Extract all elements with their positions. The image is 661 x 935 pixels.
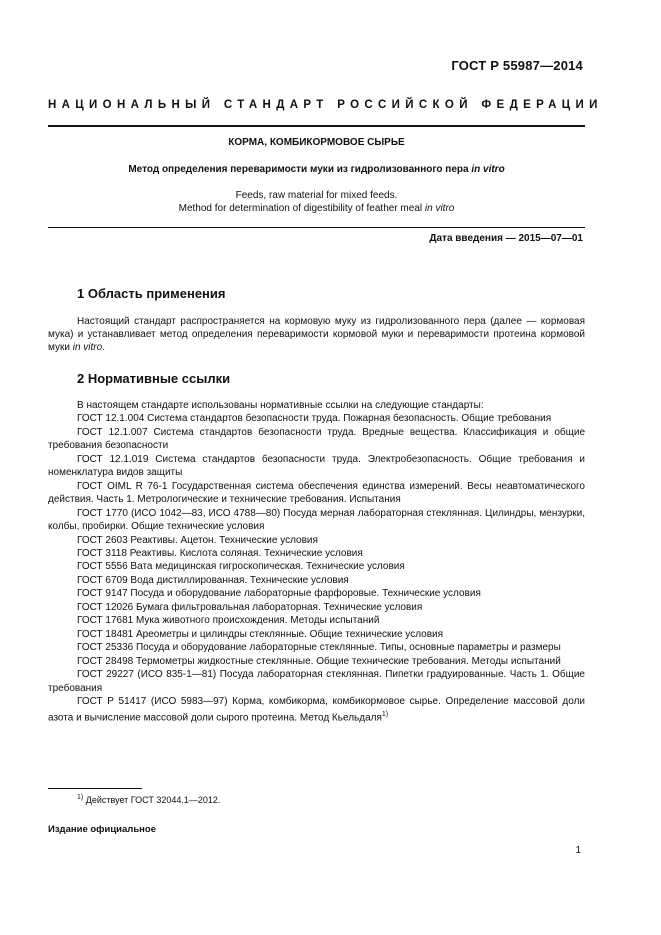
reference-item-last [48,695,585,725]
reference-item: ГОСТ 12.1.004 Система стандартов безопасности труда. Пожарная безопасность. Общие требования [77,413,552,425]
reference-item: ГОСТ 3118 Реактивы. Кислота соляная. Технические условия [77,547,363,559]
english-title-line1: Feeds, raw material for mixed feeds. [235,190,398,201]
english-title-line2 [48,202,585,215]
page-number: 1 [575,845,581,856]
last-reference-text: ГОСТ Р 51417 (ИСО 5983—97) Корма, комбикорма, комбикормовое сырье. Определение массовой доли азота и вычисление массовой доли сырого протеина. Метод Кьельдаля [48,695,585,724]
reference-item: ГОСТ OIML R 76-1 Государственная система обеспечения единства измерений. Весы неавтоматического действия. Часть 1. Метрологические и технические требования. Испытания [48,480,585,506]
footnote [77,794,220,805]
section-1-text-end: . [102,342,105,353]
reference-item: ГОСТ 17681 Мука животного происхождения. Методы испытаний [77,615,380,627]
english-title-line2-italic: in vitro [424,203,455,214]
section-1-text [48,315,585,354]
national-standard-banner: НАЦИОНАЛЬНЫЙ СТАНДАРТ РОССИЙСКОЙ ФЕДЕРАЦИИ [48,99,603,111]
footnote-divider [48,788,142,789]
references-intro: В настоящем стандарте использованы нормативные ссылки на следующие стандарты: [77,400,484,411]
normative-references [48,399,585,725]
reference-item: ГОСТ 6709 Вода дистиллированная. Технические условия [77,574,349,586]
reference-item: ГОСТ 2603 Реактивы. Ацетон. Технические условия [77,534,318,546]
reference-item: ГОСТ 12.1.019 Система стандартов безопасности труда. Электробезопасность. Общие требования и номенклатура видов защиты [48,453,585,479]
reference-item: ГОСТ 9147 Посуда и оборудование лабораторные фарфоровые. Технические условия [77,588,481,600]
top-divider [48,125,585,127]
standard-subtitle [48,164,585,175]
reference-item: ГОСТ 29227 (ИСО 835-1—81) Посуда лабораторная стеклянная. Пипетки градуированные. Часть 1. Общие требования [48,669,585,694]
subtitle-text: Метод определения переваримости муки из гидролизованного пера [128,164,472,175]
section-1-heading: 1 Область применения [77,286,226,301]
reference-item: ГОСТ 12026 Бумага фильтровальная лабораторная. Технические условия [77,601,423,613]
reference-item: ГОСТ 5556 Вата медицинская гигроскопическая. Технические условия [77,561,405,573]
reference-item: ГОСТ 12.1.007 Система стандартов безопасности труда. Вредные вещества. Классификация и общие требования безопасности [48,426,585,452]
section-1-text-main: Настоящий стандарт распространяется на кормовую муку из гидролизованного пера (далее — кормовая мука) и устанавливает метод определения переваримости кормовой муки и переваримости протеина кормовой муки [48,316,585,353]
subtitle-italic: in vitro [471,164,505,175]
title-bottom-divider [48,227,585,228]
reference-item: ГОСТ 1770 (ИСО 1042—83, ИСО 4788—80) Посуда мерная лабораторная стеклянная. Цилиндры, мензурки, колбы, пробирки. Общие технические условия [48,507,585,533]
english-title-line2-text: Method for determination of digestibility of feather meal [178,203,425,214]
section-1-text-italic: in vitro [72,342,103,353]
footnote-text: Действует ГОСТ 32044.1—2012. [83,795,221,805]
official-edition-label: Издание официальное [48,824,156,835]
document-number: ГОСТ Р 55987—2014 [451,58,583,73]
reference-item: ГОСТ 28498 Термометры жидкостные стеклянные. Общие технические требования. Методы испытаний [77,655,561,667]
reference-item: ГОСТ 25336 Посуда и оборудование лабораторные стеклянные. Типы, основные параметры и размеры [77,642,561,654]
section-2-heading: 2 Нормативные ссылки [77,371,231,386]
english-title [48,189,585,215]
footnote-mark: 1) [77,794,84,801]
standard-title: КОРМА, КОМБИКОРМОВОЕ СЫРЬЕ [228,137,405,148]
footnote-marker: 1) [381,711,389,719]
introduction-date: Дата введения — 2015—07—01 [429,233,583,244]
reference-item: ГОСТ 18481 Ареометры и цилиндры стеклянные. Общие технические условия [77,628,444,640]
